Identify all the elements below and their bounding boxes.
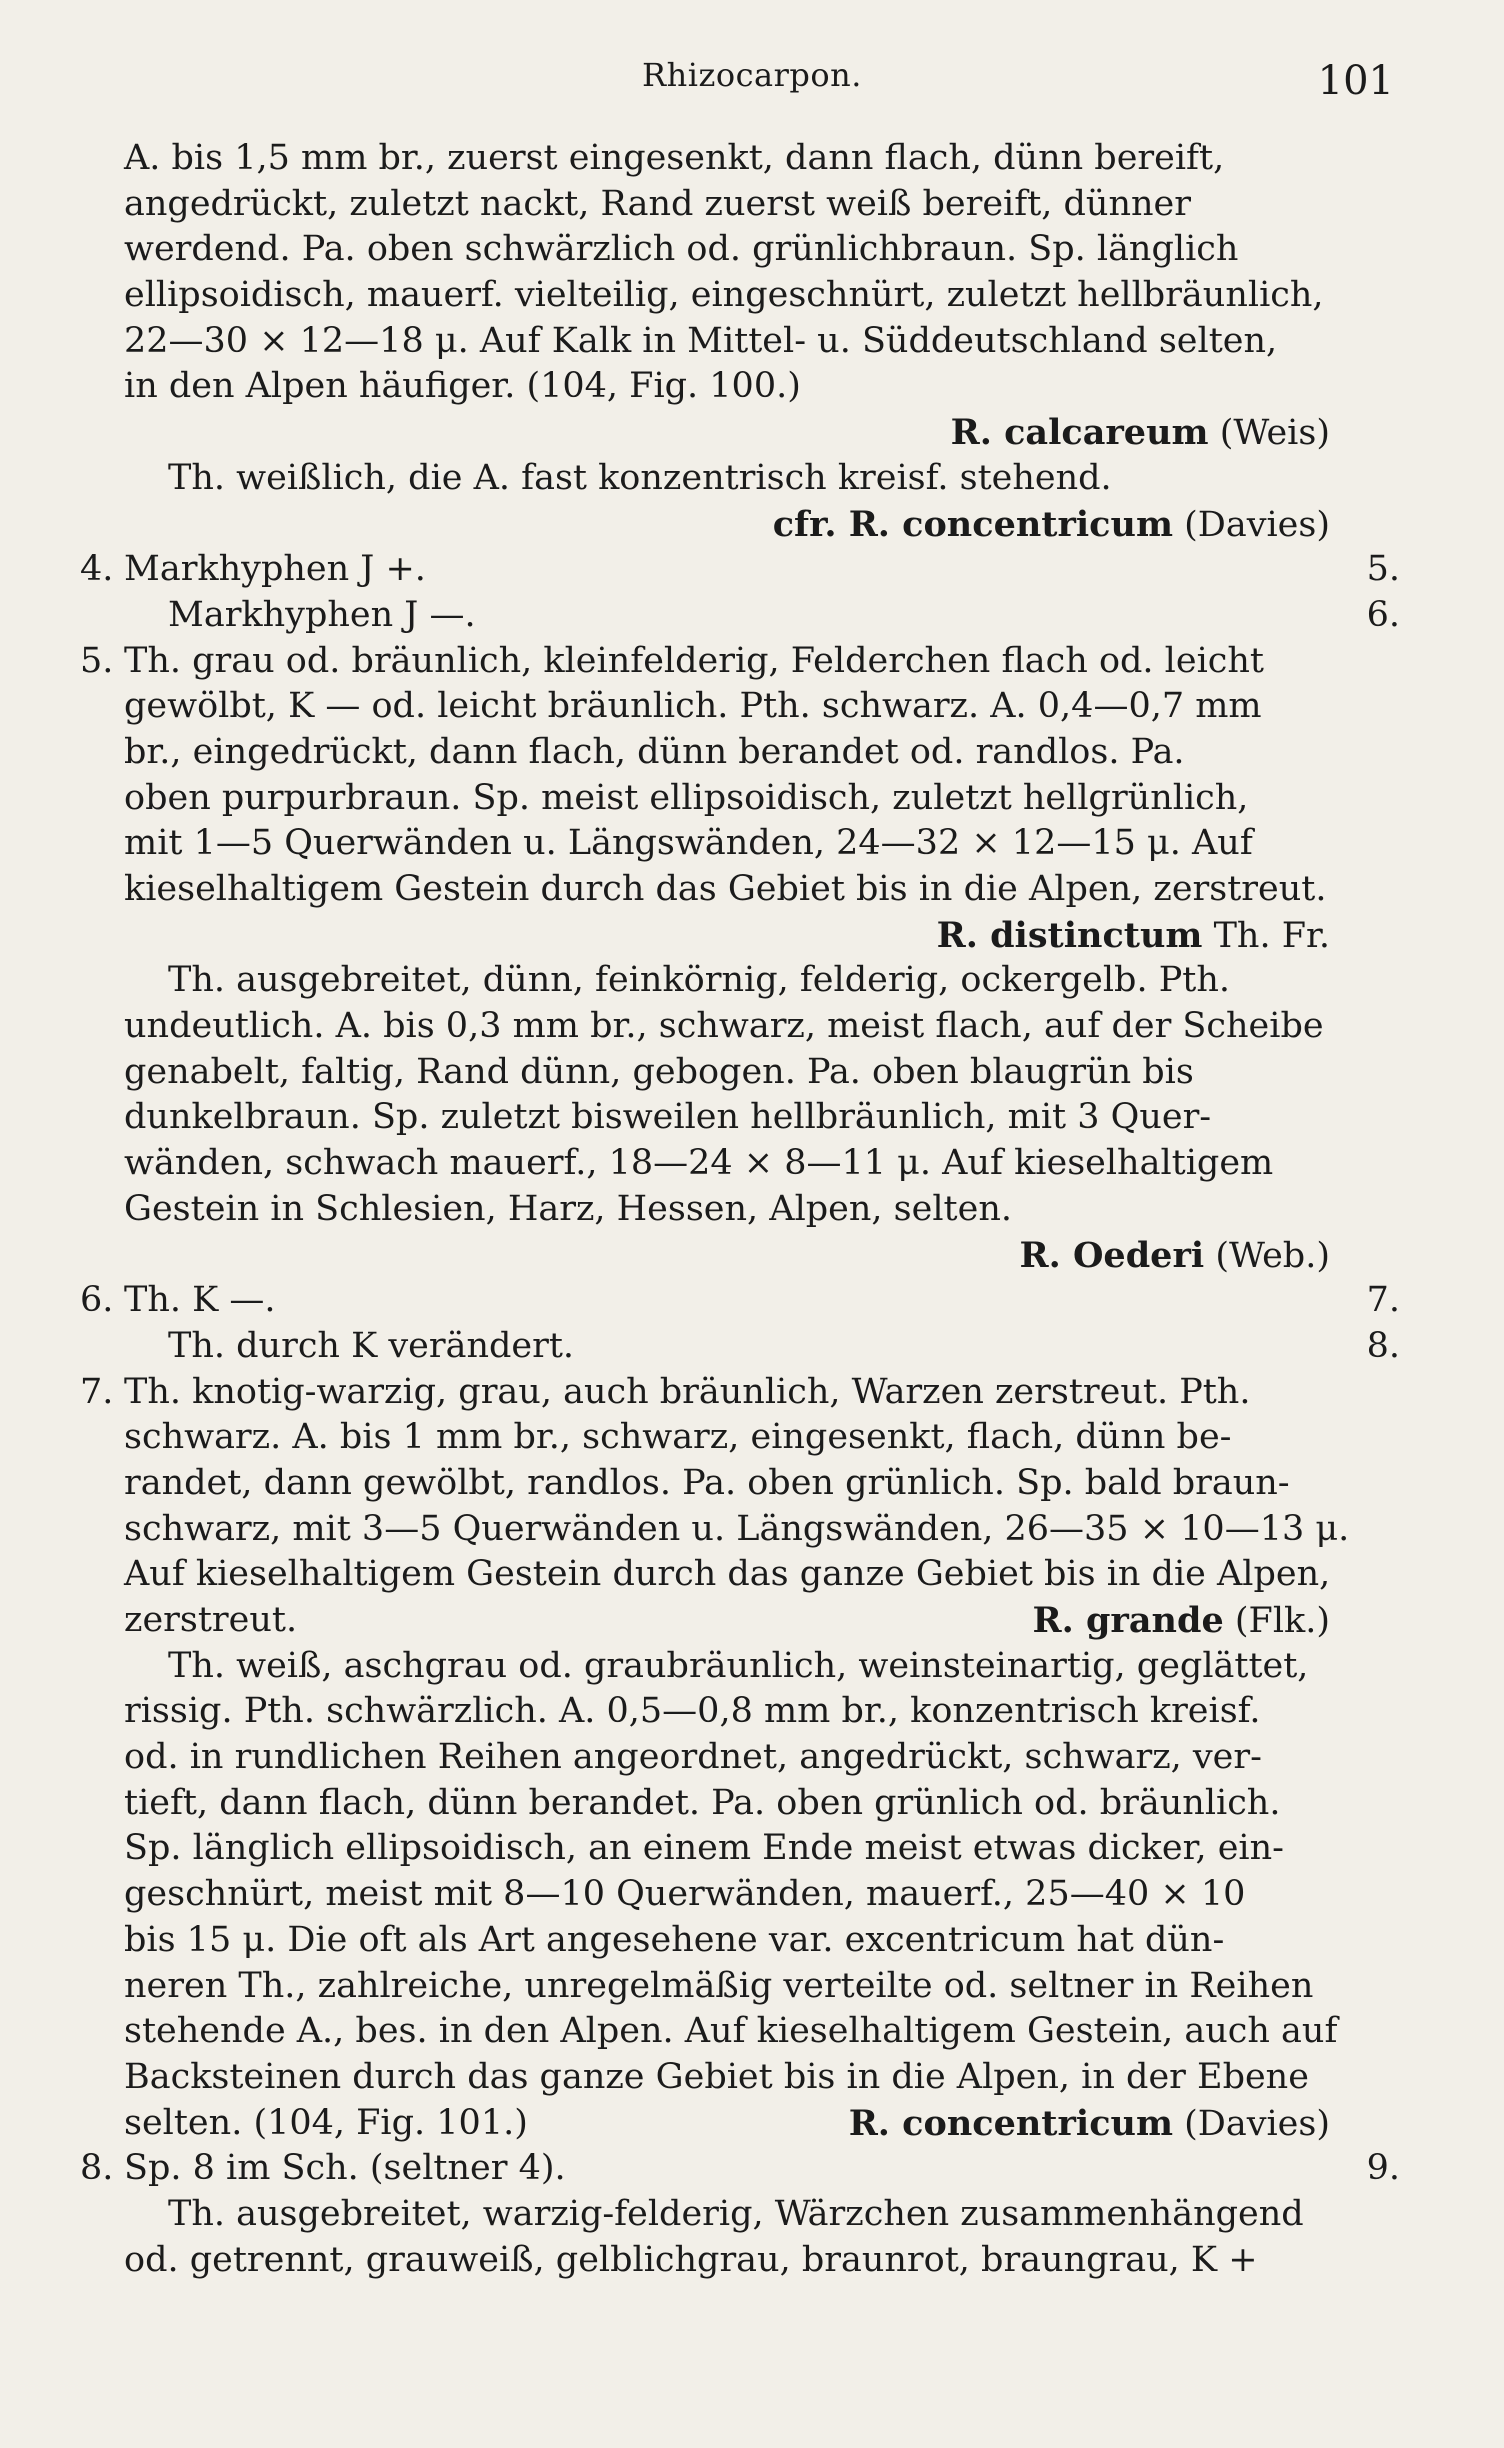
line-text: Markhyphen J +.	[124, 549, 426, 590]
species-name	[937, 913, 1330, 960]
line-text: dunkelbraun. Sp. zuletzt bisweilen hellbräunlich, mit 3 Quer-	[124, 1097, 1212, 1138]
key-text-body	[80, 136, 1400, 2283]
text-line	[80, 776, 1400, 822]
text-line	[80, 684, 1400, 730]
line-text: wänden, schwach mauerf., 18—24 × 8—11 μ. Auf kieselhaltigem	[124, 1143, 1274, 1184]
text-line	[80, 1872, 1400, 1918]
key-step-number: 5.	[80, 640, 114, 681]
species-binomial: R. calcareum	[950, 412, 1209, 454]
line-text: rissig. Pth. schwärzlich. A. 0,5—0,8 mm br., konzentrisch kreisf.	[124, 1691, 1261, 1732]
line-text: od. getrennt, grauweiß, gelblichgrau, braunrot, braungrau, K +	[124, 2239, 1258, 2280]
species-name	[1019, 1233, 1330, 1280]
line-text: angedrückt, zuletzt nackt, Rand zuerst weiß bereift, dünner	[124, 183, 1191, 224]
key-step-reference: 6.	[1366, 594, 1400, 635]
line-text: werdend. Pa. oben schwärzlich od. grünlichbraun. Sp. länglich	[124, 229, 1239, 270]
line-text: gewölbt, K — od. leicht bräunlich. Pth. schwarz. A. 0,4—0,7 mm	[124, 686, 1262, 727]
running-head: Rhizocarpon.	[642, 56, 862, 94]
line-text: schwarz. A. bis 1 mm br., schwarz, eingesenkt, flach, dünn be-	[124, 1417, 1232, 1458]
species-binomial: cfr. R. concentricum	[772, 503, 1173, 545]
text-line	[80, 1735, 1400, 1781]
text-line	[80, 730, 1400, 776]
line-text: oben purpurbraun. Sp. meist ellipsoidisch, zuletzt hellgrünlich,	[124, 777, 1249, 818]
line-text: Th. K —.	[124, 1280, 276, 1321]
line-text: Th. grau od. bräunlich, kleinfelderig, Felderchen flach od. leicht	[124, 640, 1264, 681]
text-line	[80, 1004, 1400, 1050]
text-line	[80, 1507, 1400, 1553]
text-line	[80, 1415, 1400, 1461]
text-line	[80, 1918, 1400, 1964]
key-step-number: 8.	[80, 2148, 114, 2189]
species-author: (Weis)	[1208, 413, 1330, 454]
text-line	[80, 639, 1400, 685]
text-line	[80, 2055, 1400, 2101]
text-line	[80, 1187, 1400, 1233]
text-line	[80, 547, 1400, 593]
key-step-number: 7.	[80, 1371, 114, 1412]
text-line	[80, 1233, 1400, 1279]
species-author: (Web.)	[1204, 1235, 1330, 1276]
line-text: geschnürt, meist mit 8—10 Querwänden, mauerf., 25—40 × 10	[124, 1874, 1246, 1915]
line-text: Sp. 8 im Sch. (seltner 4).	[124, 2148, 566, 2189]
line-text: Th. durch K verändert.	[168, 1325, 575, 1366]
line-text: kieselhaltigem Gestein durch das Gebiet bis in die Alpen, zerstreut.	[124, 869, 1327, 909]
species-author: Th. Fr.	[1202, 915, 1330, 956]
text-line	[80, 1278, 1400, 1324]
line-text: od. in rundlichen Reihen angeordnet, angedrückt, schwarz, ver-	[124, 1737, 1262, 1778]
species-name	[1033, 1598, 1331, 1645]
line-text: selten. (104, Fig. 101.)	[124, 2102, 528, 2143]
species-name	[849, 2101, 1330, 2148]
line-text: in den Alpen häufiger. (104, Fig. 100.)	[124, 366, 801, 407]
text-line	[80, 958, 1400, 1004]
key-step-reference: 5.	[1366, 549, 1400, 590]
text-line	[80, 1964, 1400, 2010]
text-line	[80, 1598, 1400, 1644]
text-line	[80, 502, 1400, 548]
line-text: undeutlich. A. bis 0,3 mm br., schwarz, meist flach, auf der Scheibe	[124, 1006, 1324, 1047]
line-text: schwarz, mit 3—5 Querwänden u. Längswänden, 26—35 × 10—13 μ.	[124, 1508, 1350, 1549]
line-text: Auf kieselhaltigem Gestein durch das ganze Gebiet bis in die Alpen,	[124, 1554, 1331, 1595]
species-author: (Davies)	[1172, 504, 1330, 545]
key-step-number: 6.	[80, 1280, 114, 1321]
key-step-reference: 8.	[1366, 1325, 1400, 1366]
text-line	[80, 2009, 1400, 2055]
line-text: bis 15 μ. Die oft als Art angesehene var. excentricum hat dün-	[124, 1919, 1225, 1960]
key-step-number: 4.	[80, 549, 114, 590]
line-text: br., eingedrückt, dann flach, dünn berandet od. randlos. Pa.	[124, 731, 1185, 772]
line-text: Markhyphen J —.	[168, 594, 476, 635]
line-text: neren Th., zahlreiche, unregelmäßig verteilte od. seltner in Reihen	[124, 1965, 1314, 2006]
text-line	[80, 1095, 1400, 1141]
text-line	[80, 136, 1400, 182]
species-binomial: R. Oederi	[1019, 1234, 1205, 1276]
text-line	[80, 1141, 1400, 1187]
text-line	[80, 867, 1400, 913]
key-step-reference: 7.	[1366, 1280, 1400, 1321]
text-line	[80, 1644, 1400, 1690]
line-text: A. bis 1,5 mm br., zuerst eingesenkt, dann flach, dünn bereift,	[124, 138, 1225, 178]
text-line	[80, 227, 1400, 273]
line-text: Sp. länglich ellipsoidisch, an einem Ende meist etwas dicker, ein-	[124, 1828, 1284, 1869]
text-line	[80, 593, 1400, 639]
text-line	[80, 2146, 1400, 2192]
species-name	[773, 502, 1330, 549]
line-text: Th. ausgebreitet, warzig-felderig, Wärzchen zusammenhängend	[168, 2193, 1304, 2234]
text-line	[80, 1689, 1400, 1735]
line-text: Th. weißlich, die A. fast konzentrisch kreisf. stehend.	[168, 457, 1112, 498]
species-author: (Davies)	[1172, 2103, 1330, 2144]
text-line	[80, 319, 1400, 365]
text-line	[80, 2101, 1400, 2147]
text-line	[80, 1552, 1400, 1598]
text-line	[80, 1050, 1400, 1096]
species-binomial: R. grande	[1032, 1600, 1224, 1641]
text-line	[80, 182, 1400, 228]
key-step-reference: 9.	[1366, 2148, 1400, 2189]
line-text: randet, dann gewölbt, randlos. Pa. oben grünlich. Sp. bald braun-	[124, 1462, 1290, 1503]
line-text: Th. knotig-warzig, grau, auch bräunlich, Warzen zerstreut. Pth.	[124, 1371, 1251, 1412]
text-line	[80, 273, 1400, 319]
text-line	[80, 821, 1400, 867]
line-text: zerstreut.	[124, 1600, 298, 1640]
line-text: mit 1—5 Querwänden u. Längswänden, 24—32 × 12—15 μ. Auf	[124, 823, 1253, 864]
line-text: tieft, dann flach, dünn berandet. Pa. oben grünlich od. bräunlich.	[124, 1782, 1281, 1823]
text-line	[80, 364, 1400, 410]
text-line	[80, 1781, 1400, 1827]
line-text: Th. ausgebreitet, dünn, feinkörnig, felderig, ockergelb. Pth.	[168, 960, 1230, 1001]
species-binomial: R. concentricum	[848, 2102, 1173, 2144]
text-line	[80, 410, 1400, 456]
text-line	[80, 2192, 1400, 2238]
line-text: 22—30 × 12—18 μ. Auf Kalk in Mittel- u. Süddeutschland selten,	[124, 320, 1278, 361]
line-text: ellipsoidisch, mauerf. vielteilig, eingeschnürt, zuletzt hellbräunlich,	[124, 275, 1324, 316]
text-line	[80, 2238, 1400, 2284]
text-line	[80, 456, 1400, 502]
text-line	[80, 1370, 1400, 1416]
page-number: 101	[1317, 58, 1394, 104]
species-name	[951, 410, 1330, 457]
line-text: genabelt, faltig, Rand dünn, gebogen. Pa. oben blaugrün bis	[124, 1051, 1194, 1092]
line-text: Gestein in Schlesien, Harz, Hessen, Alpen, selten.	[124, 1188, 1012, 1229]
text-line	[80, 1826, 1400, 1872]
species-binomial: R. distinctum	[936, 914, 1203, 956]
text-line	[80, 913, 1400, 959]
line-text: stehende A., bes. in den Alpen. Auf kieselhaltigem Gestein, auch auf	[124, 2011, 1338, 2052]
line-text: Th. weiß, aschgrau od. graubräunlich, weinsteinartig, geglättet,	[168, 1645, 1309, 1686]
text-line	[80, 1324, 1400, 1370]
species-author: (Flk.)	[1223, 1601, 1330, 1641]
text-line	[80, 1461, 1400, 1507]
line-text: Backsteinen durch das ganze Gebiet bis in die Alpen, in der Ebene	[124, 2056, 1309, 2097]
